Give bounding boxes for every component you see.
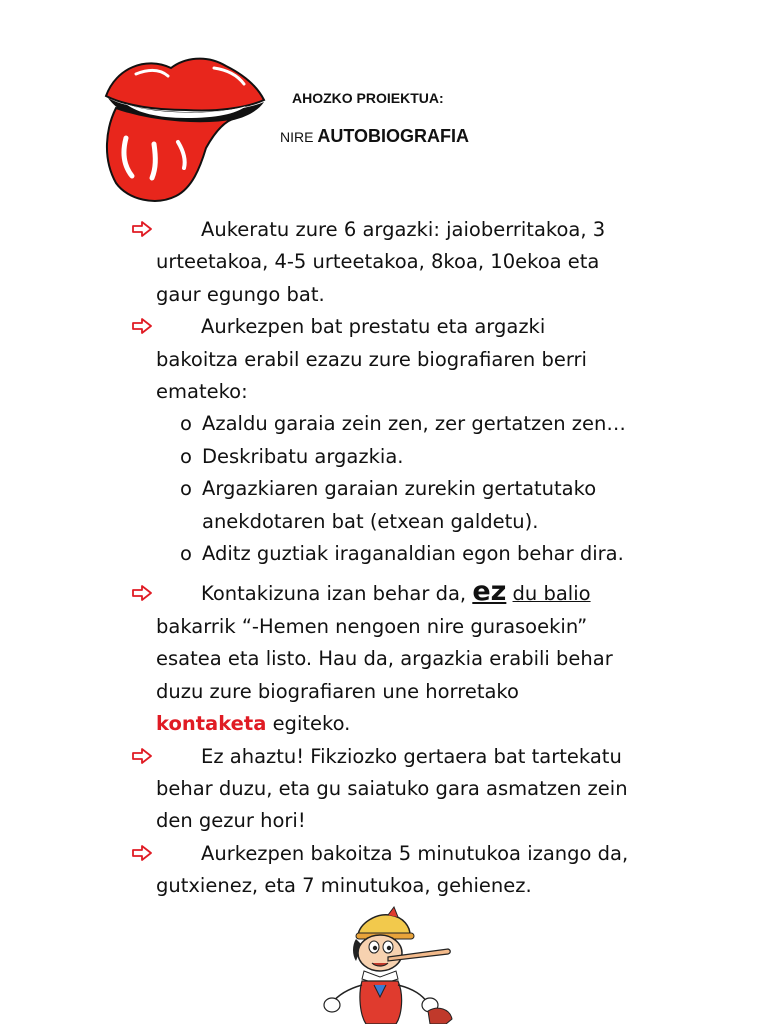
list-item [132, 214, 692, 311]
sub-list-item [132, 473, 692, 505]
instructions-list [132, 214, 692, 903]
kontaketa-highlight: kontaketa [156, 712, 267, 736]
item2-line1: Aurkezpen bat prestatu eta argazki [201, 315, 546, 339]
item2-line2: bakoitza erabil ezazu zure biografiaren berri [156, 347, 587, 371]
sub-list-item [132, 538, 692, 570]
item3-line2: bakarrik “-Hemen nengoen nire gurasoekin” [156, 614, 588, 638]
item3-line1-b: du balio [512, 582, 591, 606]
list-item [132, 838, 692, 903]
arrow-bullet-icon [132, 318, 152, 334]
item3-line5-rest: egiteko. [272, 712, 351, 736]
item1-line1: Aukeratu zure 6 argazki: jaioberritakoa, 3 [201, 218, 606, 241]
item2-line3: emateko: [156, 380, 248, 404]
sub-bullet: o [180, 477, 192, 501]
arrow-bullet-icon [132, 585, 152, 601]
sub-list-item [132, 408, 692, 440]
arrow-bullet-icon [132, 845, 152, 861]
item4-line2: behar duzu, eta gu saiatuko gara asmatzen zein [156, 776, 628, 800]
sub-list-item [132, 441, 692, 473]
rolling-stones-tongue-logo [96, 48, 276, 208]
item5-line1: Aurkezpen bakoitza 5 minutukoa izango da, [201, 841, 629, 865]
list-item [132, 578, 692, 740]
pinocchio-illustration [318, 905, 458, 1024]
list-item [132, 311, 692, 408]
item3-line3: esatea eta listo. Hau da, argazkia erabili behar [156, 647, 613, 671]
sub-bullet: o [180, 444, 192, 468]
title-main: AUTOBIOGRAFIA [317, 126, 470, 146]
arrow-bullet-icon [132, 221, 152, 237]
item4-line3: den gezur hori! [156, 809, 306, 833]
item3-line4: duzu zure biografiaren une horretako [156, 679, 519, 703]
item1-line2: urteetakoa, 4-5 urteetakoa, 8koa, 10ekoa eta [156, 250, 600, 274]
item3-line1-a: Kontakizuna izan behar da, [201, 582, 467, 606]
sub-item-1: Azaldu garaia zein zen, zer gertatzen zen… [202, 412, 626, 436]
title-line-2 [280, 126, 469, 147]
sub-item-2: Deskribatu argazkia. [202, 444, 404, 468]
sub-bullet: o [180, 412, 192, 436]
title-line-1: AHOZKO PROIEKTUA: [292, 90, 444, 106]
sub-item-4: Aditz guztiak iraganaldian egon behar dira. [202, 542, 624, 566]
list-item [132, 741, 692, 838]
sub-item-3-line2: anekdotaren bat (etxean galdetu). [202, 509, 539, 533]
sub-bullet: o [180, 542, 192, 566]
item1-line3: gaur egungo bat. [156, 282, 325, 306]
arrow-bullet-icon [132, 748, 152, 764]
title-prefix: NIRE [280, 129, 314, 145]
item4-line1: Ez ahaztu! Fikziozko gertaera bat tartekatu [201, 744, 622, 768]
item5-line2: gutxienez, eta 7 minutukoa, gehienez. [156, 874, 532, 898]
sub-item-3-line1: Argazkiaren garaian zurekin gertatutako [202, 477, 597, 501]
ez-emphasis: ez [472, 576, 507, 608]
